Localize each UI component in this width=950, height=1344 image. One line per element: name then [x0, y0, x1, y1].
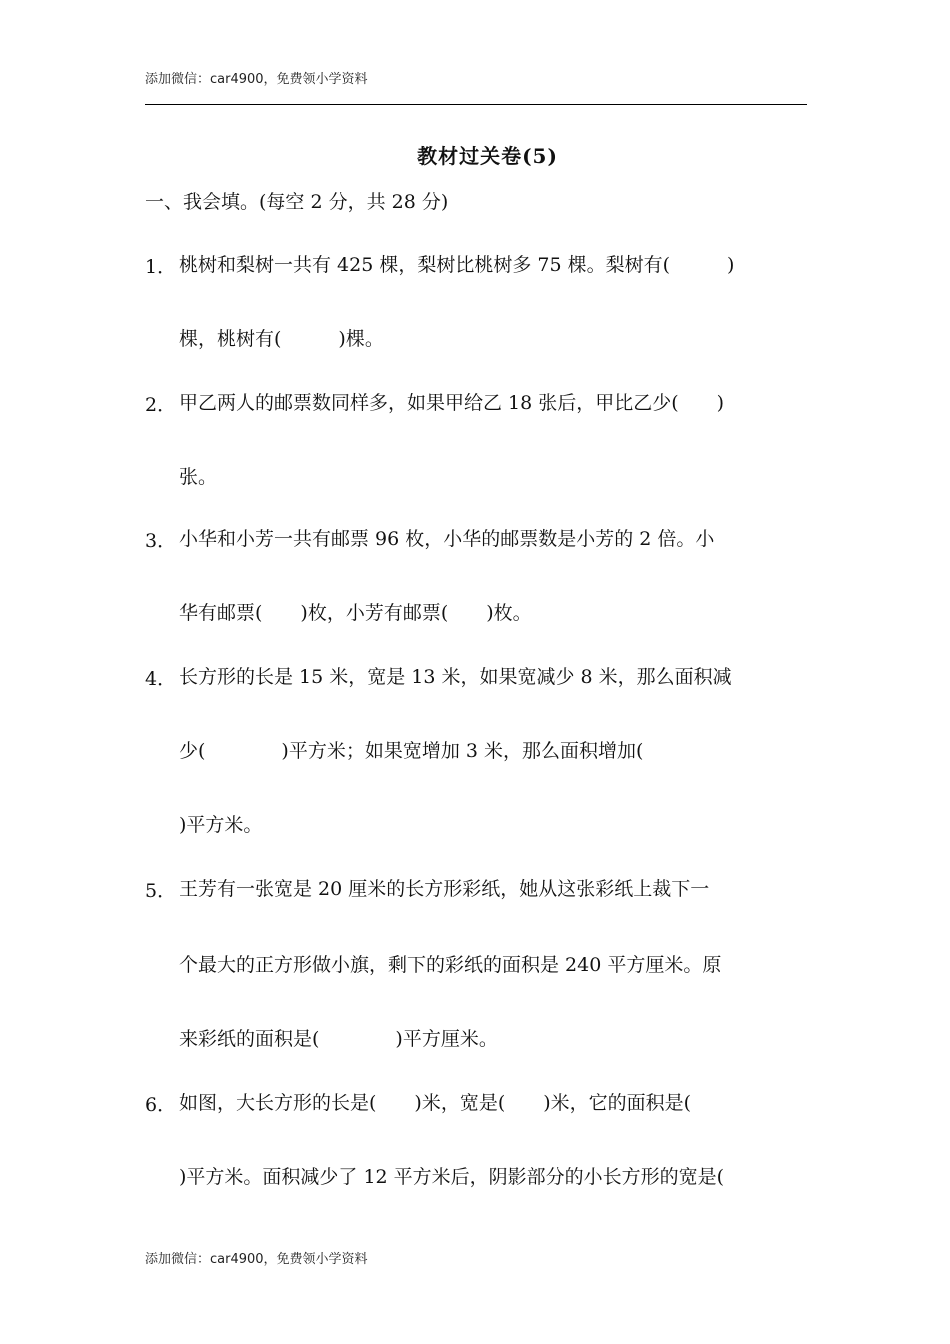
- question-line: 华有邮票( )枚，小芳有邮票( )枚。: [179, 602, 532, 624]
- question-number: 4．: [145, 668, 177, 690]
- question-line: 个最大的正方形做小旗，剩下的彩纸的面积是 240 平方厘米。原: [179, 954, 722, 976]
- question-line: 王芳有一张宽是 20 厘米的长方形彩纸，她从这张彩纸上裁下一: [179, 878, 710, 900]
- question-number: 1．: [145, 256, 177, 278]
- question-line: 桃树和梨树一共有 425 棵，梨树比桃树多 75 棵。梨树有( ): [179, 254, 735, 276]
- header-note: 添加微信：car4900，免费领小学资料: [145, 72, 368, 87]
- question-line: 来彩纸的面积是( )平方厘米。: [179, 1028, 498, 1050]
- question-line: 少( )平方米；如果宽增加 3 米，那么面积增加(: [179, 740, 644, 762]
- question-line: )平方米。: [179, 814, 263, 836]
- header-divider: [145, 104, 807, 105]
- question-line: 长方形的长是 15 米，宽是 13 米，如果宽减少 8 米，那么面积减: [179, 666, 732, 688]
- question-line: 小华和小芳一共有邮票 96 枚，小华的邮票数是小芳的 2 倍。小: [179, 528, 715, 550]
- question-number: 2．: [145, 394, 177, 416]
- question-line: 如图，大长方形的长是( )米，宽是( )米，它的面积是(: [179, 1092, 692, 1114]
- section-heading: 一、我会填。(每空 2 分，共 28 分): [145, 191, 449, 213]
- question-line: 棵，桃树有( )棵。: [179, 328, 384, 350]
- question-number: 6．: [145, 1094, 177, 1116]
- page-title: 教材过关卷(5): [417, 144, 558, 168]
- question-number: 5．: [145, 880, 177, 902]
- question-number: 3．: [145, 530, 177, 552]
- question-line: )平方米。面积减少了 12 平方米后，阴影部分的小长方形的宽是(: [179, 1166, 725, 1188]
- question-line: 张。: [179, 466, 218, 488]
- footer-note: 添加微信：car4900，免费领小学资料: [145, 1252, 368, 1267]
- question-line: 甲乙两人的邮票数同样多，如果甲给乙 18 张后，甲比乙少( ): [179, 392, 725, 414]
